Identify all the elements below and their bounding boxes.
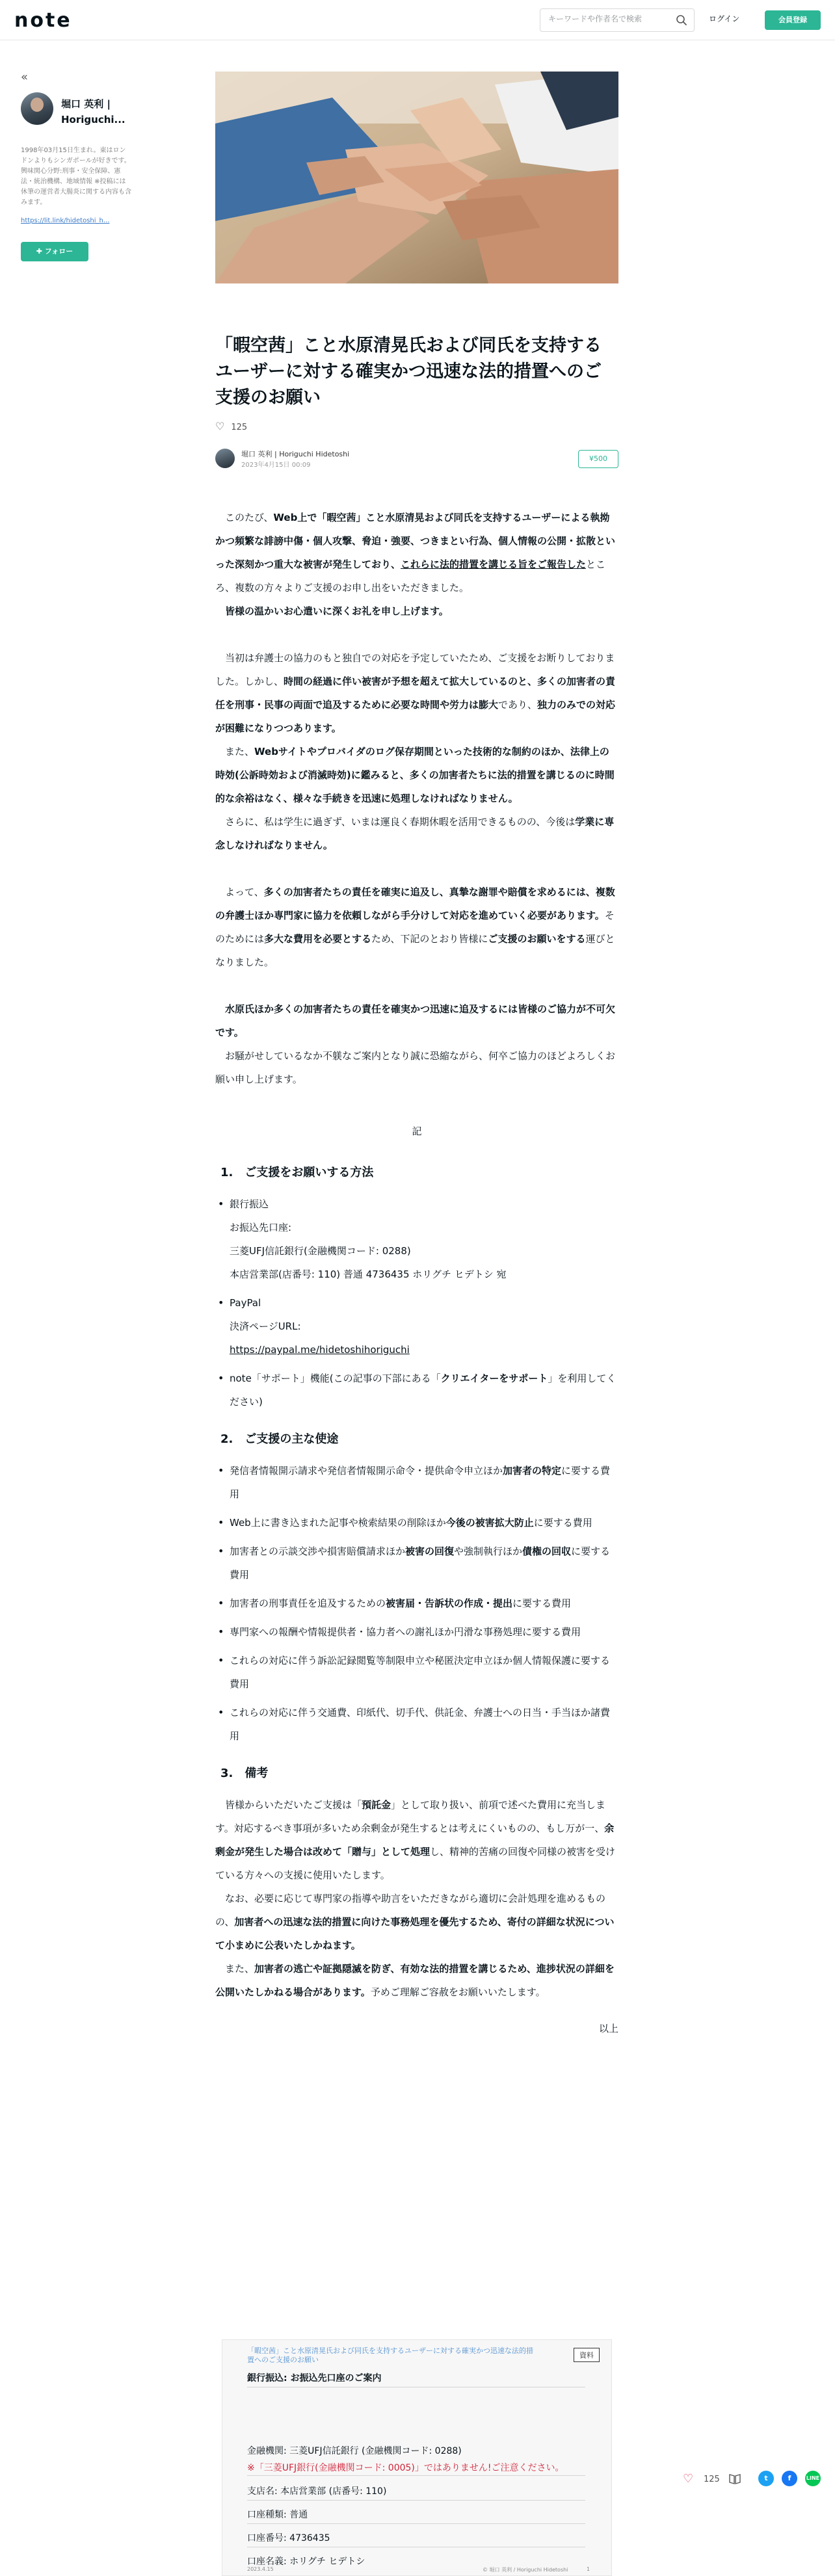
doc-account-number: 口座番号: 4736435 bbox=[247, 2533, 330, 2543]
paragraph: なお、必要に応じて専門家の指導や助言をいただきながら適切に会計処理を進めるものの、加害者への迅速な法的措置に向けた事務処理を優先するため、寄付の詳細な状況について小まめに公表いたしかねます。 bbox=[215, 1893, 615, 1951]
avatar[interactable] bbox=[21, 92, 53, 125]
twitter-share-icon[interactable]: t bbox=[758, 2471, 774, 2486]
article-body bbox=[215, 506, 618, 2040]
list-item: • Web上に書き込まれた記事や検索結果の削除ほか今後の被害拡大防止に要する費用 bbox=[215, 1511, 618, 1534]
byline-author[interactable]: 堀口 英利 | Horiguchi Hidetoshi bbox=[241, 450, 350, 458]
facebook-share-icon[interactable]: f bbox=[782, 2471, 797, 2486]
list-item: • 加害者との示談交渉や損害賠償請求ほか被害の回復や強制執行ほか債権の回収に要する費用 bbox=[215, 1540, 618, 1586]
signup-button[interactable]: 会員登録 bbox=[765, 10, 821, 30]
paragraph: お騒がせしているなか不躾なご案内となり誠に恐縮ながら、何卒ご協力のほどよろしくお願い申し上げます。 bbox=[215, 1050, 616, 1085]
heart-icon[interactable]: ♡ bbox=[683, 2472, 694, 2486]
divider bbox=[247, 2475, 585, 2476]
paragraph: このたび、Web上で「暇空茜」こと水原清晃および同氏を支持するユーザーによる執拗かつ頻繁な誹謗中傷・個人攻撃、脅迫・強要、つきまとい行為、個人情報の公開・拡散といった深刻かつ重大な被害が発生しており、これらに法的措置を講じる旨をご報告したところ、複数の方々よりご支援のお申し出をいただきました。 bbox=[215, 512, 616, 594]
paragraph: また、加害者の逃亡や証拠隠滅を防ぎ、有効な法的措置を講じるため、進捗状況の詳細を公開いたしかねる場合があります。予めご理解ご容赦をお願いいたします。 bbox=[215, 1963, 615, 1998]
bank-info-document-image bbox=[222, 2339, 612, 2576]
line-share-icon[interactable]: LINE bbox=[805, 2471, 821, 2486]
list-item: • 銀行振込 お振込先口座: 三菱UFJ信託銀行(金融機関コード: 0288) 本店営業部(店番号: 110) 普通 4736435 ホリグチ ヒデトシ 宛 bbox=[215, 1192, 618, 1286]
section-heading: 2. ご支援の主な使途 bbox=[220, 1432, 339, 1446]
list-item: • note「サポート」機能(この記事の下部にある「クリエイターをサポート」を利用してください) bbox=[215, 1367, 618, 1413]
list-item: • これらの対応に伴う交通費、印紙代、切手代、供託金、弁護士への日当・手当ほか諸費用 bbox=[215, 1701, 618, 1748]
paragraph: よって、多くの加害者たちの責任を確実に追及し、真摯な謝罪や賠償を求めるには、複数の弁護士ほか専門家に協力を依頼しながら手分けして対応を進めていく必要があります。そのためには多大な費用を必要とするため、下記のとおり皆様にご支援のお願いをする運びとなりました。 bbox=[215, 886, 615, 968]
ki-marker: 記 bbox=[412, 1125, 422, 1137]
doc-branch: 支店名: 本店営業部 (店番号: 110) bbox=[247, 2486, 387, 2497]
doc-title: 銀行振込: お振込先口座のご案内 bbox=[247, 2373, 382, 2384]
follow-user-icon: ✚ bbox=[36, 247, 45, 256]
usage-list bbox=[215, 1459, 618, 1748]
section-heading: 3. 備考 bbox=[220, 1767, 269, 1780]
paragraph: また、Webサイトやプロバイダのログ保存期間といった技術的な制約のほか、法律上の時効(公訴時効および消滅時効)に鑑みると、多くの加害者たちに法的措置を講じるのに時間的な余裕はなく、様々な手続きを迅速に処理しなければなりません。 bbox=[215, 746, 615, 804]
search-input[interactable] bbox=[548, 14, 672, 23]
list-item: • PayPal 決済ページURL: https://paypal.me/hidetoshihoriguchi bbox=[215, 1291, 618, 1361]
author-link[interactable]: https://lit.link/hidetoshi_h... bbox=[21, 217, 110, 224]
doc-footer-copyright: © 堀口 英利 / Horiguchi Hidetoshi bbox=[483, 2567, 568, 2573]
floating-action-bar bbox=[674, 2465, 830, 2494]
paypal-link[interactable]: https://paypal.me/hidetoshihoriguchi bbox=[230, 1344, 410, 1356]
paragraph: 水原氏ほか多くの加害者たちの責任を確実かつ迅速に追及するには皆様のご協力が不可欠です。 bbox=[215, 1003, 616, 1038]
doc-account-name: 口座名義: ホリグチ ヒデトシ bbox=[247, 2556, 365, 2567]
publish-date: 2023年4月15日 00:09 bbox=[241, 462, 311, 469]
magazine-icon[interactable] bbox=[728, 2473, 741, 2485]
search-icon[interactable] bbox=[676, 14, 687, 26]
doc-account-type: 口座種類: 普通 bbox=[247, 2510, 308, 2520]
method-list bbox=[215, 1192, 618, 1413]
collapse-sidebar-icon[interactable]: « bbox=[21, 70, 29, 84]
sidebar-author-name[interactable]: 堀口 英利 | Horiguchi... bbox=[61, 98, 126, 125]
float-like-count: 125 bbox=[704, 2475, 720, 2484]
follow-button[interactable] bbox=[21, 242, 88, 261]
note-logo[interactable]: note bbox=[14, 9, 72, 32]
doc-badge: 資料 bbox=[574, 2348, 600, 2362]
report-link[interactable]: これらに法的措置を講じる旨をご報告した bbox=[401, 559, 587, 570]
doc-header: 「暇空茜」こと水原清晃氏および同氏を支持するユーザーに対する確実かつ迅速な法的措置へのご支援のお願い bbox=[247, 2346, 533, 2364]
list-item: • 専門家への報酬や情報提供者・協力者への謝礼ほか円滑な事務処理に要する費用 bbox=[215, 1620, 618, 1644]
doc-footer-page: 1 bbox=[587, 2566, 590, 2572]
heart-icon[interactable]: ♡ bbox=[215, 420, 225, 432]
doc-footer-date: 2023.4.15 bbox=[247, 2566, 274, 2572]
paragraph: 皆様からいただいたご支援は「預託金」として取り扱い、前項で述べた費用に充当します。対応するべき事項が多いため余剰金が発生するとは考えにくいものの、もし万が一、余剰金が発生した場合は改めて「贈与」として処理し、精神的苦痛の回復や同様の被害を受けている方々への支援に使用いたします。 bbox=[215, 1799, 616, 1881]
paragraph: 皆様の温かいお心遣いに深くお礼を申し上げます。 bbox=[225, 605, 449, 617]
doc-bank: 金融機関: 三菱UFJ信託銀行 (金融機関コード: 0288) bbox=[247, 2446, 462, 2456]
list-item: • これらの対応に伴う訴訟記録閲覧等制限申立や秘匿決定申立ほか個人情報保護に要する費用 bbox=[215, 1649, 618, 1696]
avatar[interactable] bbox=[215, 449, 235, 468]
paragraph: 当初は弁護士の協力のもと独自での対応を予定していたため、ご支援をお断りしておりました。しかし、時間の経過に伴い被害が予想を超えて拡大しているのと、多くの加害者の責任を刑事・民事の両面で追及するために必要な時間や労力は膨大であり、独力のみでの対応が困難になりつつあります。 bbox=[215, 652, 616, 734]
like-count: 125 bbox=[231, 423, 248, 432]
like-row[interactable] bbox=[215, 420, 247, 432]
list-item: • 加害者の刑事責任を追及するための被害届・告訴状の作成・提出に要する費用 bbox=[215, 1592, 618, 1615]
divider bbox=[247, 2523, 585, 2524]
byline bbox=[215, 447, 618, 473]
page-title: 「暇空茜」こと水原清晃氏および同氏を支持するユーザーに対する確実かつ迅速な法的措置へのご支援のお願い bbox=[215, 335, 602, 408]
doc-warning: ※「三菱UFJ銀行(金融機関コード: 0005)」ではありません!ご注意ください。 bbox=[247, 2463, 564, 2473]
follow-label: フォロー bbox=[44, 247, 73, 256]
global-header bbox=[0, 0, 835, 40]
divider bbox=[247, 2500, 585, 2501]
author-bio: 1998年03月15日生まれ。東はロンドンよりもシンガポールが好きです。興味関心分野:刑事・安全保障、憲法・統治機構、地域情報 ※投稿には休筆の運営者大腸炎に関する内容も含みます。 bbox=[21, 147, 131, 206]
hero-image-hands-stacked bbox=[215, 72, 618, 283]
login-link[interactable]: ログイン bbox=[709, 14, 740, 23]
paragraph: さらに、私は学生に過ぎず、いまは運良く春期休暇を活用できるものの、今後は学業に専念しなければなりません。 bbox=[215, 816, 615, 851]
ijo-marker: 以上 bbox=[598, 2023, 618, 2034]
price-button[interactable]: ¥500 bbox=[578, 450, 618, 468]
list-item: • 発信者情報開示請求や発信者情報開示命令・提供命令申立ほか加害者の特定に要する費用 bbox=[215, 1459, 618, 1506]
search-box[interactable] bbox=[540, 8, 695, 32]
section-heading: 1. ご支援をお願いする方法 bbox=[220, 1166, 374, 1179]
